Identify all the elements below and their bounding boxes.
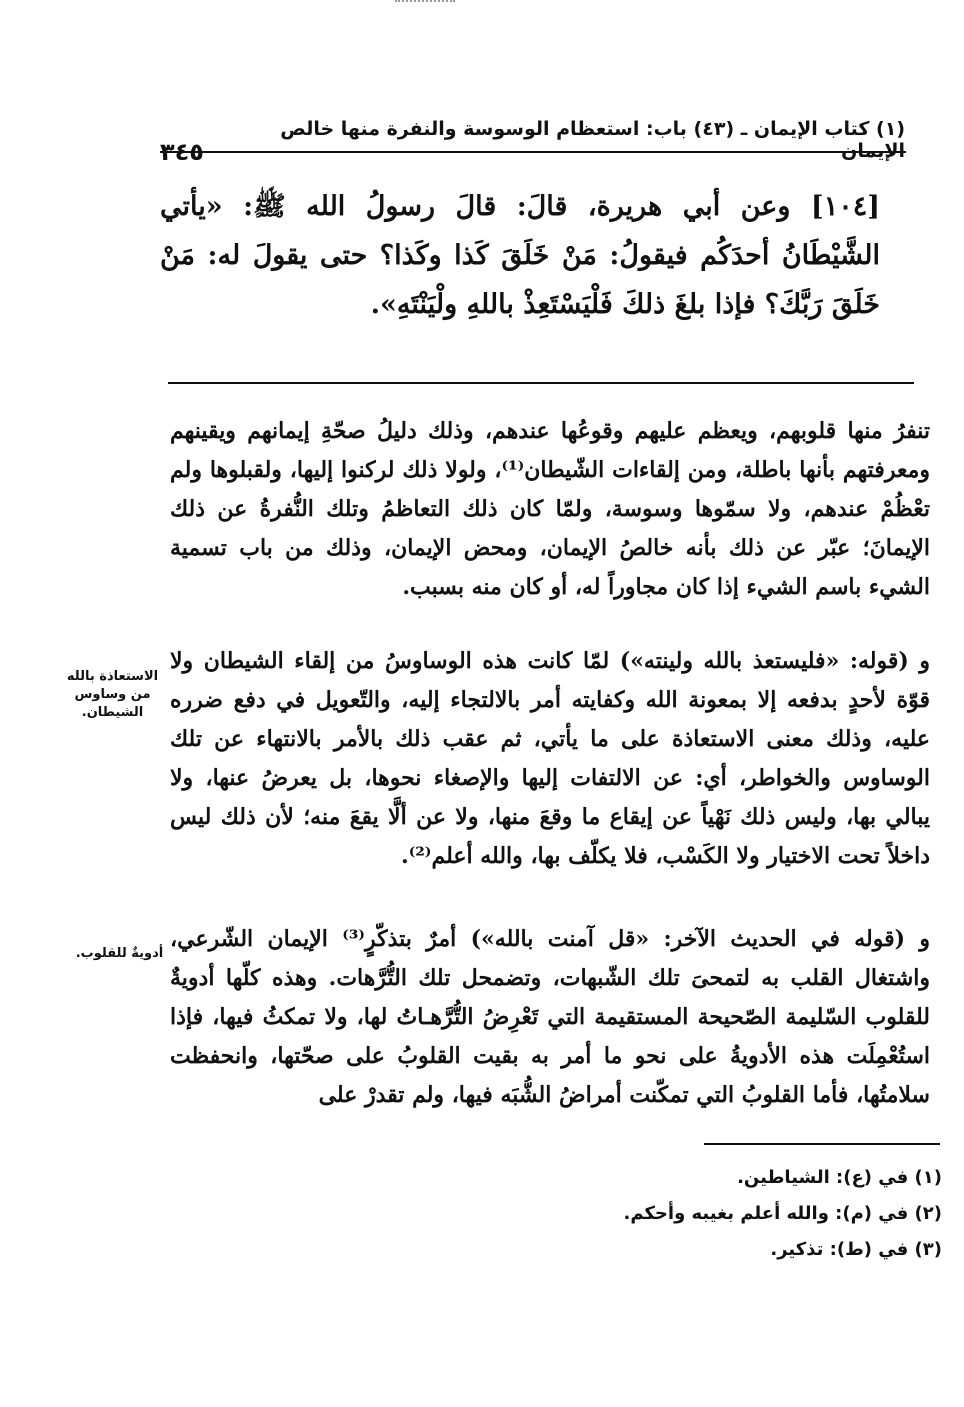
header-title: (١) كتاب الإيمان ـ (٤٣) باب: استعظام الوسوسة والنفرة منها خالص الإيمان bbox=[280, 118, 905, 162]
header-rule bbox=[160, 151, 906, 153]
footnote-3: (٣) في (ط): تذكير. bbox=[770, 1239, 942, 1260]
margin-note-istiadha: الاستعاذة بالله من وساوس الشيطان. bbox=[66, 669, 159, 720]
commentary-paragraph-1: تنفرُ منها قلوبهم، ويعظم عليهم وقوعُها عندهم، وذلك دليلُ صحّةِ إيمانهم ويقينهم ومعرفتهم بأنها باطلة، ومن إلقاءات الشّيطان⁽¹⁾، ولولا ذلك لركنوا إليها، ولقبلوها ولم تعْظُمْ عندهم، ولا سمّوها وسوسة، ولمّا كان ذلك التعاظمُ وتلك النُّفرةُ عن ذلك الإيمانَ؛ عبّر عن ذلك بأنه خالصُ الإيمان، ومحض الإيمان، وذلك من باب تسمية الشيء باسم الشيء إذا كان مجاوراً له، أو كان منه بسبب. bbox=[170, 418, 930, 600]
section-divider bbox=[168, 382, 914, 384]
footnote-rule bbox=[704, 1143, 940, 1145]
commentary-paragraph-2: و (قوله: «فليستعذ بالله ولينته») لمّا كانت هذه الوساوسُ من إلقاء الشيطان ولا قوّة لأحدٍ بدفعه إلا بمعونة الله وكفايته أمر بالالتجاء إليه، والتّعويل في دفع ضرره عليه، وذلك معنى الاستعاذة على ما يأتي، ثم عقب ذلك بالأمر بالانتهاء عن تلك الوساوس والخواطر، أي: عن الالتفات إليها والإصغاء نحوها، بل يعرضُ عنها، ولا يبالي بها، وليس ذلك نَهْياً عن إيقاع ما وقعَ منها، ولا عن ألَّا يقعَ منه؛ لأن ذلك ليس داخلاً تحت الاختيار ولا الكَسْب، فلا يكلّف بها، والله أعلم⁽²⁾. bbox=[170, 648, 930, 869]
footnote-2: (٢) في (م): والله أعلم بغيبه وأحكم. bbox=[623, 1203, 942, 1224]
hadith-text: [١٠٤] وعن أبي هريرة، قالَ: قالَ رسولُ الله ﷺ: «يأتي الشَّيْطَانُ أحدَكُم فيقولُ: مَنْ خَلَقَ كَذا وكَذا؟ حتى يقولَ له: مَنْ خَلَقَ رَبَّكَ؟ فإذا بلغَ ذلكَ فَلْيَسْتَعِذْ باللهِ ولْيَنْتَهِ». bbox=[160, 191, 880, 320]
running-header bbox=[160, 118, 905, 164]
commentary-paragraph-3: و (قوله في الحديث الآخر: «قل آمنت بالله») أمرٌ بتذكّرٍ⁽³⁾ الإيمان الشّرعي، واشتغال القلب به لتمحىَ تلك الشّبهات، وتضمحل تلك التُّرَّهات. وهذه كلّها أدويةٌ للقلوب السّليمة الصّحيحة المستقيمة التي تَعْرِضُ التُّرَّهـاتُ لها، ولا تمكثُ فيها، فإذا استُعْمِلَت هذه الأدويةُ على نحو ما أمر به بقيت القلوبُ على صحّتها، وانحفظت سلامتُها، فأما القلوبُ التي تمكّنت أمراضُ الشُّبَه فيها، ولم تقدرْ على bbox=[170, 926, 930, 1108]
page-number: ٣٤٥ bbox=[160, 138, 204, 166]
margin-note-remedies: أدويةٌ للقلوب. bbox=[75, 946, 164, 961]
page-top-mark bbox=[395, 0, 455, 5]
footnote-1: (١) في (ع): الشياطين. bbox=[737, 1167, 942, 1188]
footnotes bbox=[442, 1160, 942, 1268]
